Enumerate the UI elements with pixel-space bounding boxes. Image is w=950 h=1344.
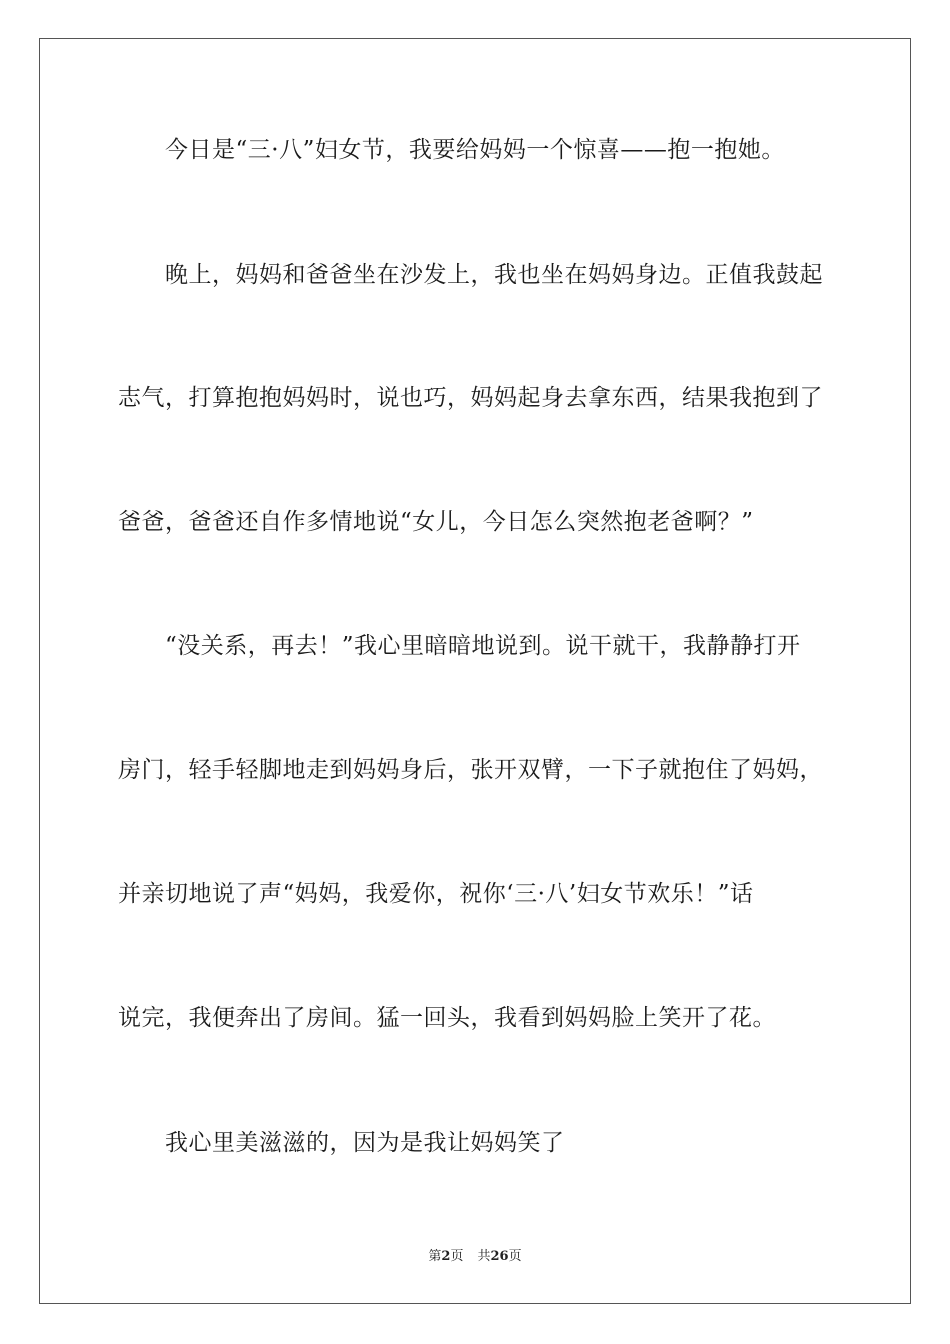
paragraph-line: 并亲切地说了声“妈妈，我爱你，祝你‘三·八’妇女节欢乐！”话	[118, 881, 754, 907]
total-pages: 26	[490, 1249, 509, 1264]
page-number: 2	[441, 1249, 451, 1264]
paragraph-line: 今日是“三·八”妇女节，我要给妈妈一个惊喜——抱一抱她。	[165, 137, 785, 163]
paragraph-line: 爸爸，爸爸还自作多情地说“女儿，今日怎么突然抱老爸啊？”	[118, 509, 754, 535]
paragraph-line: 说完，我便奔出了房间。猛一回头，我看到妈妈脸上笑开了花。	[118, 1005, 776, 1031]
page-prefix: 第	[428, 1249, 442, 1264]
paragraph-line: 晚上，妈妈和爸爸坐在沙发上，我也坐在妈妈身边。正值我鼓起	[165, 262, 823, 288]
paragraph-line: 房门，轻手轻脚地走到妈妈身后，张开双臂，一下子就抱住了妈妈，	[118, 757, 823, 783]
page-border	[39, 38, 911, 1304]
total-suffix: 页	[508, 1249, 522, 1264]
page-suffix: 页	[450, 1249, 464, 1264]
paragraph-line: 志气，打算抱抱妈妈时，说也巧，妈妈起身去拿东西，结果我抱到了	[118, 385, 823, 411]
paragraph-line: 我心里美滋滋的，因为是我让妈妈笑了	[165, 1130, 565, 1156]
total-prefix: 共	[477, 1249, 491, 1264]
paragraph-line: “没关系，再去！”我心里暗暗地说到。说干就干，我静静打开	[165, 633, 801, 659]
page-footer	[0, 1249, 950, 1265]
